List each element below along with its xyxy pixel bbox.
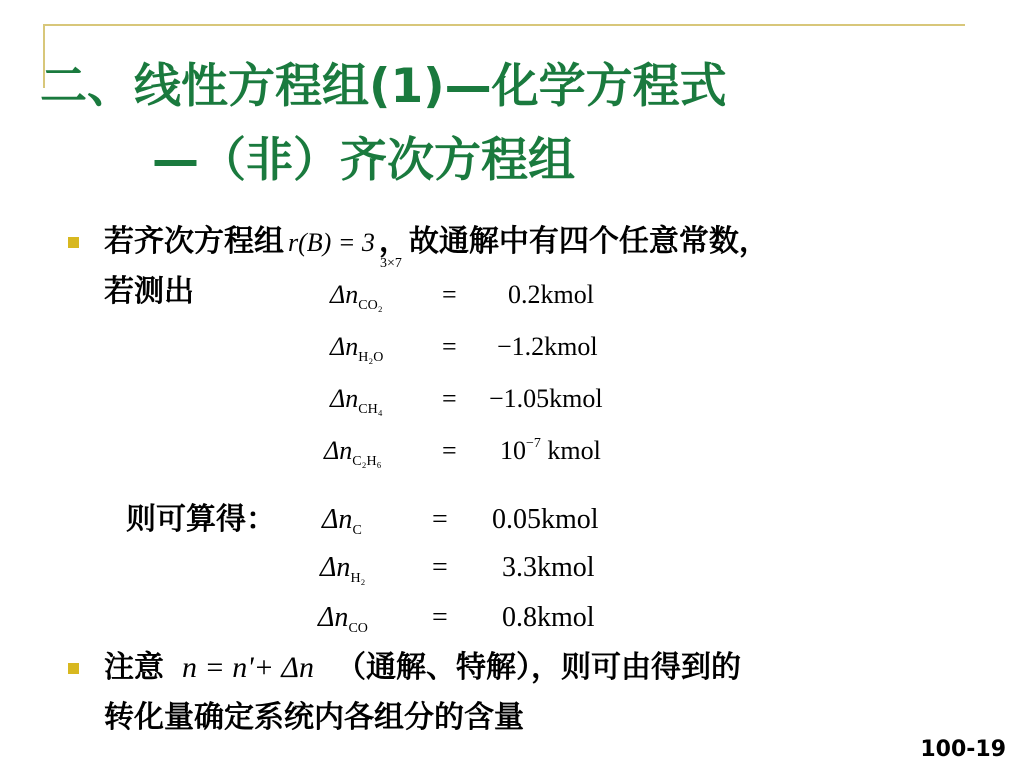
computed-var: $\Delta n_{H_2}$ — [320, 552, 366, 586]
frame-horizontal-line — [43, 24, 965, 26]
bullet1-line1 — [104, 222, 769, 263]
measured-var: $\Delta n_{C_2H_6}$ — [324, 436, 382, 469]
bullet2-suffix: （通解、特解），则可由得到的 — [336, 650, 742, 685]
measured-var: $\Delta n_{CO_2}$ — [330, 280, 383, 313]
bullet1-suffix: ，故通解中有四个任意常数， — [378, 224, 769, 259]
bullet1-line2: 若测出 — [104, 274, 194, 309]
bullet-square-icon — [68, 663, 79, 674]
rank-subscript: 3×7 — [380, 256, 402, 271]
rank-expression: r(B) = 3 — [288, 228, 375, 257]
computed-var: $\Delta n_{CO}$ — [318, 602, 368, 636]
computed-var: $\Delta n_C$ — [322, 504, 362, 538]
page-number: 100-19 — [920, 737, 1006, 762]
bullet1-prefix: 若齐次方程组 — [104, 224, 284, 259]
bullet2-line2: 转化量确定系统内各组分的含量 — [104, 700, 524, 735]
computed-label: 则可算得： — [126, 502, 276, 537]
slide-title-line1: 二、线性方程组(1)—化学方程式 — [40, 59, 727, 114]
bullet2-prefix: 注意 — [104, 650, 164, 685]
slide-title-line2: —（非）齐次方程组 — [152, 133, 575, 188]
bullet2-line1 — [104, 648, 741, 688]
measured-var: $\Delta n_{CH_4}$ — [330, 384, 383, 417]
bullet-square-icon — [68, 237, 79, 248]
formula: n = n'+ Δn — [182, 651, 315, 684]
measured-var: $\Delta n_{H_2O}$ — [330, 332, 384, 365]
